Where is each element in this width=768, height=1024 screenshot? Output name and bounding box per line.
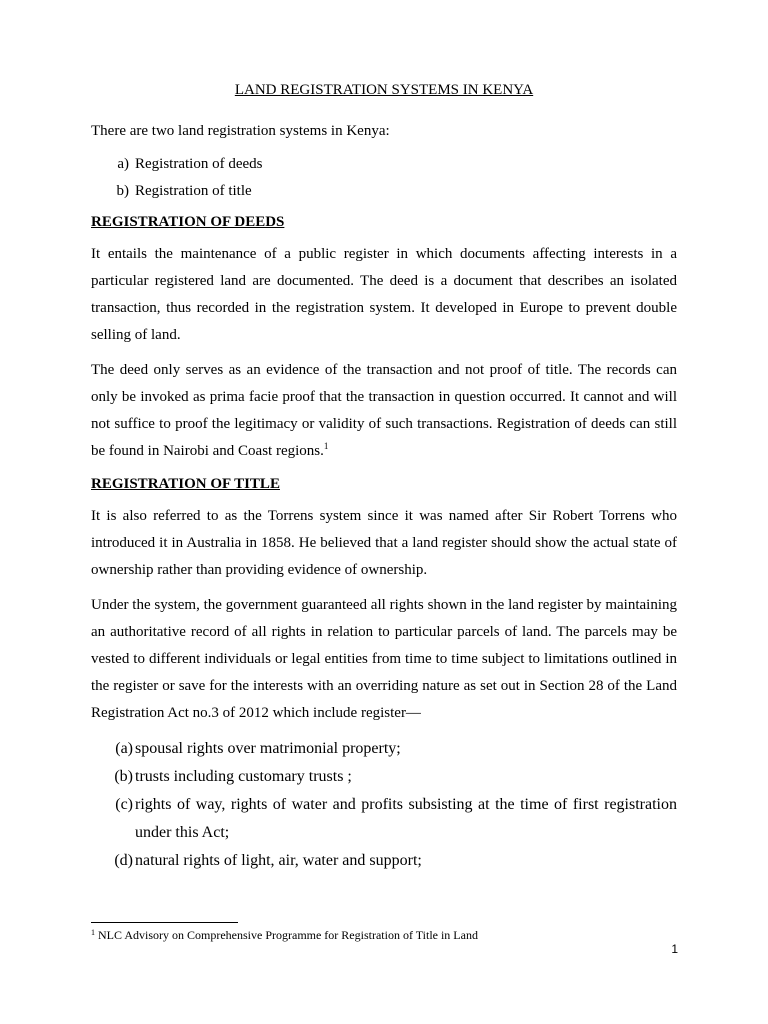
list-item bbox=[91, 847, 677, 875]
deeds-paragraph-2-text: The deed only serves as an evidence of the transaction and not proof of title. The records can only be invoked as prima facie proof that the transaction in question occurred. It cannot and will not suffice to proof the legitimacy or validity of such transactions. Registration of deeds can still be found in Nairobi and Coast regions. bbox=[91, 362, 677, 459]
list-item-text: Registration of title bbox=[135, 183, 252, 199]
list-marker: (a) bbox=[115, 740, 133, 757]
title-registration-heading: REGISTRATION OF TITLE bbox=[91, 476, 280, 492]
footnote bbox=[91, 927, 478, 943]
list-marker: (c) bbox=[115, 796, 133, 813]
deeds-paragraph-2 bbox=[91, 357, 677, 465]
deeds-heading: REGISTRATION OF DEEDS bbox=[91, 214, 285, 230]
list-marker: (d) bbox=[114, 852, 133, 869]
overriding-rights-list bbox=[91, 735, 677, 875]
footnote-text: NLC Advisory on Comprehensive Programme for Registration of Title in Land bbox=[95, 928, 478, 942]
list-marker: a) bbox=[117, 156, 129, 172]
list-item-text: natural rights of light, air, water and support; bbox=[135, 852, 422, 869]
list-item-text: Registration of deeds bbox=[135, 156, 263, 172]
document-title: LAND REGISTRATION SYSTEMS IN KENYA bbox=[234, 82, 534, 98]
deeds-paragraph-1: It entails the maintenance of a public register in which documents affecting interests in a particular registered land are documented. The deed is a document that describes an isolated transaction, thus recorded in the registration system. It developed in Europe to prevent double selling of land. bbox=[91, 246, 677, 343]
footnote-number: 1 bbox=[91, 928, 95, 937]
list-item bbox=[91, 178, 677, 205]
list-item bbox=[91, 735, 677, 763]
list-item bbox=[91, 791, 677, 847]
list-item bbox=[91, 763, 677, 791]
list-item bbox=[91, 151, 677, 178]
footnote-reference[interactable]: 1 bbox=[323, 441, 329, 451]
list-item-text: spousal rights over matrimonial property; bbox=[135, 740, 401, 757]
page-number: 1 bbox=[671, 942, 678, 956]
list-marker: (b) bbox=[114, 768, 133, 785]
list-item-text: trusts including customary trusts ; bbox=[135, 768, 352, 785]
list-item-text: rights of way, rights of water and profits subsisting at the time of first registration under this Act; bbox=[135, 796, 677, 841]
page-body bbox=[91, 80, 677, 875]
title-paragraph-1: It is also referred to as the Torrens system since it was named after Sir Robert Torrens who introduced it in Australia in 1858. He believed that a land register should show the actual state of ownership rather than providing evidence of ownership. bbox=[91, 508, 677, 578]
intro-paragraph: There are two land registration systems in Kenya: bbox=[91, 123, 390, 139]
title-paragraph-2: Under the system, the government guaranteed all rights shown in the land register by maintaining an authoritative record of all rights in relation to particular parcels of land. The parcels may be vested to different individuals or legal entities from time to time subject to limitations outlined in the register or save for the interests with an overriding nature as set out in Section 28 of the Land Registration Act no.3 of 2012 which include register— bbox=[91, 597, 677, 721]
footnote-separator bbox=[91, 922, 238, 923]
list-marker: b) bbox=[116, 183, 129, 199]
systems-list bbox=[91, 151, 677, 205]
